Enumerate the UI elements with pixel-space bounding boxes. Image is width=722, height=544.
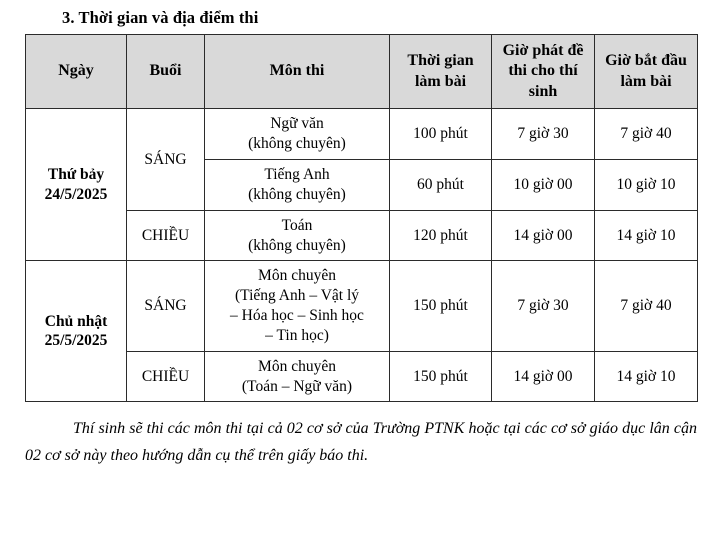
subject-line-2: (không chuyên) [248,185,346,203]
cell-start-time: 14 giờ 10 [595,210,698,261]
subject-line-1: Toán [281,216,313,234]
cell-subject [205,351,390,402]
cell-duration: 150 phút [390,261,492,351]
cell-duration: 60 phút [390,160,492,211]
subject-line-1: Ngữ văn [270,115,324,133]
cell-start-time: 7 giờ 40 [595,261,698,351]
day-line-1: Thứ bảy [47,166,105,184]
cell-handout-time: 10 giờ 00 [492,160,595,211]
table-header-row [26,35,698,109]
subject-line-1: Môn chuyên [258,267,336,285]
cell-subject [205,210,390,261]
subject-line-2: (không chuyên) [248,135,346,153]
column-header-session: Buổi [127,35,205,109]
cell-day [26,109,127,261]
cell-start-time: 10 giờ 10 [595,160,698,211]
exam-schedule-table [25,34,698,402]
subject-line-3: – Hóa học – Sinh học [230,307,364,325]
table-header [26,35,698,109]
cell-day [26,261,127,402]
cell-handout-time: 7 giờ 30 [492,261,595,351]
cell-handout-time: 14 giờ 00 [492,351,595,402]
table-row [26,261,698,351]
section-heading: 3. Thời gian và địa điểm thi [62,8,259,27]
cell-duration: 150 phút [390,351,492,402]
footnote-text: Thí sinh sẽ thi các môn thi tại cả 02 cơ sở của Trường PTNK hoặc tại các cơ sở giáo dục lân cận 02 cơ sở này theo hướng dẫn cụ thể trên giấy báo thi. [25,420,697,464]
cell-session: CHIỀU [127,210,205,261]
table-body [26,109,698,402]
table-row [26,109,698,160]
cell-session: SÁNG [127,109,205,210]
day-line-2: 24/5/2025 [44,185,108,203]
subject-line-2: (Tiếng Anh – Vật lý [234,287,359,305]
column-header-day: Ngày [26,35,127,109]
day-line-1: Chủ nhật [44,312,108,330]
cell-subject [205,160,390,211]
subject-line-1: Tiếng Anh [264,166,330,184]
document-page [0,8,722,544]
subject-line-2: (Toán – Ngữ văn) [241,377,353,395]
cell-session: SÁNG [127,261,205,351]
day-line-2: 25/5/2025 [44,332,108,350]
cell-session: CHIỀU [127,351,205,402]
cell-handout-time: 14 giờ 00 [492,210,595,261]
cell-subject [205,261,390,351]
cell-subject [205,109,390,160]
column-header-handout-time: Giờ phát đề thi cho thí sinh [492,35,595,109]
subject-line-1: Môn chuyên [258,357,336,375]
table-row [26,210,698,261]
cell-start-time: 7 giờ 40 [595,109,698,160]
cell-duration: 120 phút [390,210,492,261]
cell-duration: 100 phút [390,109,492,160]
subject-line-2: (không chuyên) [248,236,346,254]
column-header-subject: Môn thi [205,35,390,109]
column-header-start-time: Giờ bắt đầu làm bài [595,35,698,109]
column-header-duration: Thời gian làm bài [390,35,492,109]
subject-line-4: – Tin học) [265,326,329,344]
table-row [26,351,698,402]
cell-start-time: 14 giờ 10 [595,351,698,402]
cell-handout-time: 7 giờ 30 [492,109,595,160]
